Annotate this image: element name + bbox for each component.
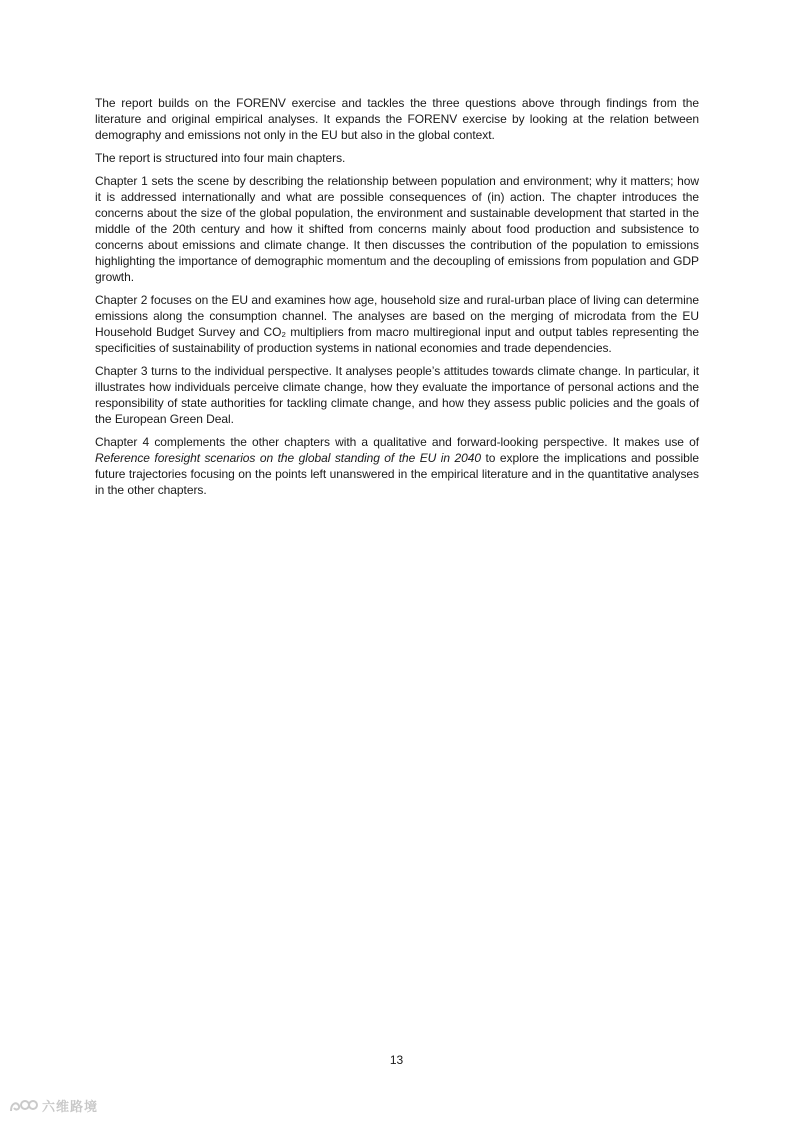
- body-text: [95, 95, 699, 505]
- foresight-report-title: Reference foresight scenarios on the global standing of the EU in 2040: [95, 451, 482, 465]
- paragraph-chapter-4-start: Chapter 4 complements the other chapters with a qualitative and forward-looking perspective. It makes use of: [95, 435, 699, 449]
- watermark: [8, 1096, 98, 1115]
- paragraph-chapter-4: [95, 434, 699, 498]
- paragraph-chapter-2: Chapter 2 focuses on the EU and examines how age, household size and rural-urban place of living can determine emissions along the consumption channel. The analyses are based on the merging of microdata from the EU Household Budget Survey and CO₂ multipliers from macro multiregional input and output tables representing the specificities of sustainability of production systems in national economies and trade dependencies.: [95, 293, 699, 355]
- watermark-text: 六维路境: [42, 1100, 99, 1115]
- page-number: 13: [389, 1053, 404, 1067]
- paragraph-chapter-4-end: to explore the implications and possible future trajectories focusing on the points left unanswered in the empirical literature and in the quantitative analyses in the other chapters.: [95, 451, 699, 497]
- paragraph-structure: The report is structured into four main chapters.: [95, 151, 346, 165]
- watermark-logo-icon: [8, 1097, 38, 1115]
- paragraph-chapter-1: Chapter 1 sets the scene by describing the relationship between population and environment; why it matters; how it is addressed internationally and what are possible consequences of (in) action. The chapter introduces the concerns about the size of the global population, the environment and sustainable development that started in the middle of the 20th century and how it shifted from concerns mainly about food production and subsistence to concerns about emissions and climate change. It then discusses the contribution of the population to emissions highlighting the importance of demographic momentum and the decoupling of emissions from population and GDP growth.: [95, 174, 699, 284]
- paragraph-intro: The report builds on the FORENV exercise and tackles the three questions above through findings from the literature and original empirical analyses. It expands the FORENV exercise by looking at the relation between demography and emissions not only in the EU but also in the global context.: [95, 96, 699, 142]
- paragraph-chapter-3: Chapter 3 turns to the individual perspective. It analyses people’s attitudes towards climate change. In particular, it illustrates how individuals perceive climate change, how they evaluate the importance of personal actions and the responsibility of state authorities for tackling climate change, and how they assess public policies and the goals of the European Green Deal.: [95, 364, 699, 426]
